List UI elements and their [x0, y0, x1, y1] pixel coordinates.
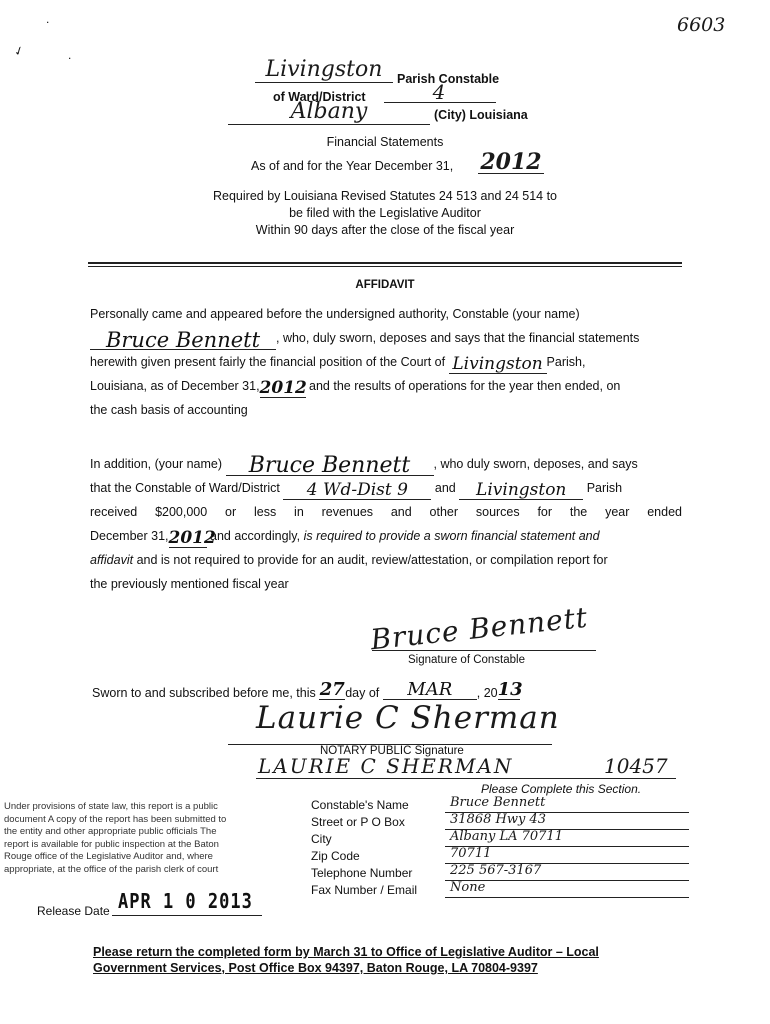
notary-signature: Laurie C Sherman	[256, 700, 560, 736]
contact-value: Bruce Bennett	[450, 795, 546, 810]
p2-text-g: December 31,	[90, 529, 169, 543]
p2-year-field: 2012	[168, 528, 216, 548]
contact-value: 225 567-3167	[450, 863, 542, 878]
return-instructions	[93, 944, 683, 976]
required-line-1: Required by Louisiana Revised Statutes 24 513 and 24 514 to	[213, 189, 557, 203]
year-value: 2012	[480, 149, 542, 175]
stray-dot-2: .	[68, 48, 72, 62]
ward-label: of Ward/District	[273, 90, 366, 104]
p1-text-e: Louisiana, as of December 31,	[90, 379, 260, 393]
contact-value: None	[450, 880, 486, 895]
ward-value: 4	[432, 80, 446, 104]
p1-text-c: herewith given present fairly the financial position of the Court of	[90, 355, 446, 369]
court-parish-field: Livingston	[449, 355, 547, 374]
p1-line-5	[90, 398, 682, 422]
notary-id: 10457	[604, 754, 668, 778]
contact-label: Fax Number / Email	[311, 883, 418, 897]
subtitle: Financial Statements	[326, 135, 444, 149]
p1-text-g: the cash basis of accounting	[90, 403, 248, 417]
city-value: Albany	[290, 99, 368, 124]
p2-line-6	[90, 572, 682, 596]
stray-dot: .	[46, 12, 50, 26]
notice-line-2: document A copy of the report has been submitted to	[4, 813, 227, 825]
required-line-3: Within 90 days after the close of the fiscal year	[255, 223, 515, 237]
year-prefix: As of and for the Year December 31,	[251, 159, 454, 173]
p1-line-1	[90, 302, 682, 326]
contact-label: Street or P O Box	[311, 815, 405, 829]
release-date-stamp: APR 1 0 2013	[118, 890, 253, 914]
affidavit-paragraph-2	[90, 452, 682, 596]
constable-signature-line	[372, 650, 596, 651]
contact-value: 70711	[450, 846, 492, 861]
p1-line-2: Bruce Bennett , who, duly sworn, deposes and says that the financial statements	[90, 326, 682, 350]
sworn-day-field: 27	[319, 679, 345, 700]
affidavit-title: AFFIDAVIT	[355, 279, 415, 291]
contact-value: 31868 Hwy 43	[450, 812, 546, 827]
p2-line-3	[90, 500, 682, 524]
contact-instruction: Please Complete this Section.	[481, 782, 642, 796]
p2-line-2	[90, 476, 682, 500]
constable-signature-label: Signature of Constable	[408, 654, 525, 666]
city-underline	[228, 124, 430, 125]
parish-underline	[255, 82, 393, 83]
parish-label: Parish Constable	[397, 72, 500, 86]
sworn-text-b: day of	[345, 686, 380, 700]
p2-text-a: In addition, (your name)	[90, 457, 223, 471]
footer-line-1: Please return the completed form by March 31 to Office of Legislative Auditor – Local	[93, 945, 599, 959]
contact-value: Albany LA 70711	[450, 829, 563, 844]
contact-label: City	[311, 832, 332, 846]
contact-label: Zip Code	[311, 849, 360, 863]
p2-text-c: that the Constable of Ward/District	[90, 481, 280, 495]
contact-underline	[445, 897, 689, 898]
contact-label: Telephone Number	[311, 866, 413, 880]
required-line-2: be filed with the Legislative Auditor	[289, 206, 481, 220]
affidavit-paragraph-1	[90, 302, 682, 422]
p2-line-1: In addition, (your name) Bruce Bennett , who duly sworn, deposes, and says	[90, 453, 638, 478]
p2-text-e: Parish	[586, 481, 623, 495]
p2-name-field: Bruce Bennett	[226, 457, 434, 476]
notice-line-6: appropriate, at the office of the parish clerk of court	[4, 863, 219, 875]
sworn-text-c: , 20	[476, 686, 498, 700]
constable-name-field: Bruce Bennett	[90, 331, 276, 350]
p1-text-d: Parish,	[546, 355, 586, 369]
notice-line-4: report is available for public inspection at the Baton	[4, 838, 219, 850]
tick-mark: ✓	[11, 42, 27, 60]
contact-label: Constable's Name	[311, 798, 409, 812]
sworn-year-field: 13	[497, 679, 523, 700]
sworn-month-field: MAR	[383, 681, 477, 700]
p2-parish-field: Livingston	[459, 481, 583, 500]
p2-line-5	[90, 548, 682, 572]
p2-text-f: received $200,000 or less in revenues and other sources for the year ended	[90, 505, 682, 519]
p1-text-f: and the results of operations for the year then ended, on	[309, 379, 621, 393]
p2-text-k: and is not required to provide for an audit, review/attestation, or compilation report for	[136, 553, 608, 567]
notice-line-3: the entity and other appropriate public officials The	[4, 826, 217, 837]
constable-signature: Bruce Bennett	[368, 600, 590, 657]
p1-year-field: 2012	[259, 378, 307, 398]
p2-text-b: who duly sworn, deposes, and says	[440, 457, 638, 471]
p1-line-4	[90, 374, 682, 398]
notary-label: NOTARY PUBLIC Signature	[320, 745, 464, 757]
p2-text-i: is required to provide a sworn financial statement and	[303, 529, 600, 543]
notary-printed-name: LAURIE C SHERMAN	[258, 754, 514, 778]
sworn-text-a: Sworn to and subscribed before me, this	[92, 686, 316, 700]
public-notice	[4, 801, 286, 876]
header-divider	[88, 262, 682, 267]
p1-text-b: who, duly sworn, deposes and says that the financial statements	[282, 331, 640, 345]
p2-text-l: the previously mentioned fiscal year	[90, 577, 289, 591]
p1-line-3	[90, 350, 682, 374]
notary-print-line	[256, 778, 676, 779]
p1-text-a: Personally came and appeared before the undersigned authority, Constable (your name)	[90, 307, 580, 321]
parish-value: Livingston	[265, 57, 383, 82]
notice-line-1: Under provisions of state law, this report is a public	[4, 801, 218, 812]
city-label: (City) Louisiana	[434, 108, 528, 122]
p2-text-h: and accordingly,	[210, 529, 301, 543]
year-underline	[478, 173, 544, 174]
notice-line-5: Rouge office of the Legislative Auditor and, where	[4, 851, 213, 862]
doc-number: 6603	[677, 14, 726, 36]
sworn-line	[92, 679, 523, 700]
release-date-label: Release Date	[37, 904, 110, 918]
release-date-line	[112, 915, 262, 916]
p2-text-j: affidavit	[90, 553, 134, 567]
p2-line-4	[90, 524, 682, 548]
footer-line-2: Government Services, Post Office Box 94397, Baton Rouge, LA 70804-9397	[93, 961, 538, 975]
ward-district-field: 4 Wd-Dist 9	[283, 481, 431, 500]
p2-text-d: and	[434, 481, 456, 495]
